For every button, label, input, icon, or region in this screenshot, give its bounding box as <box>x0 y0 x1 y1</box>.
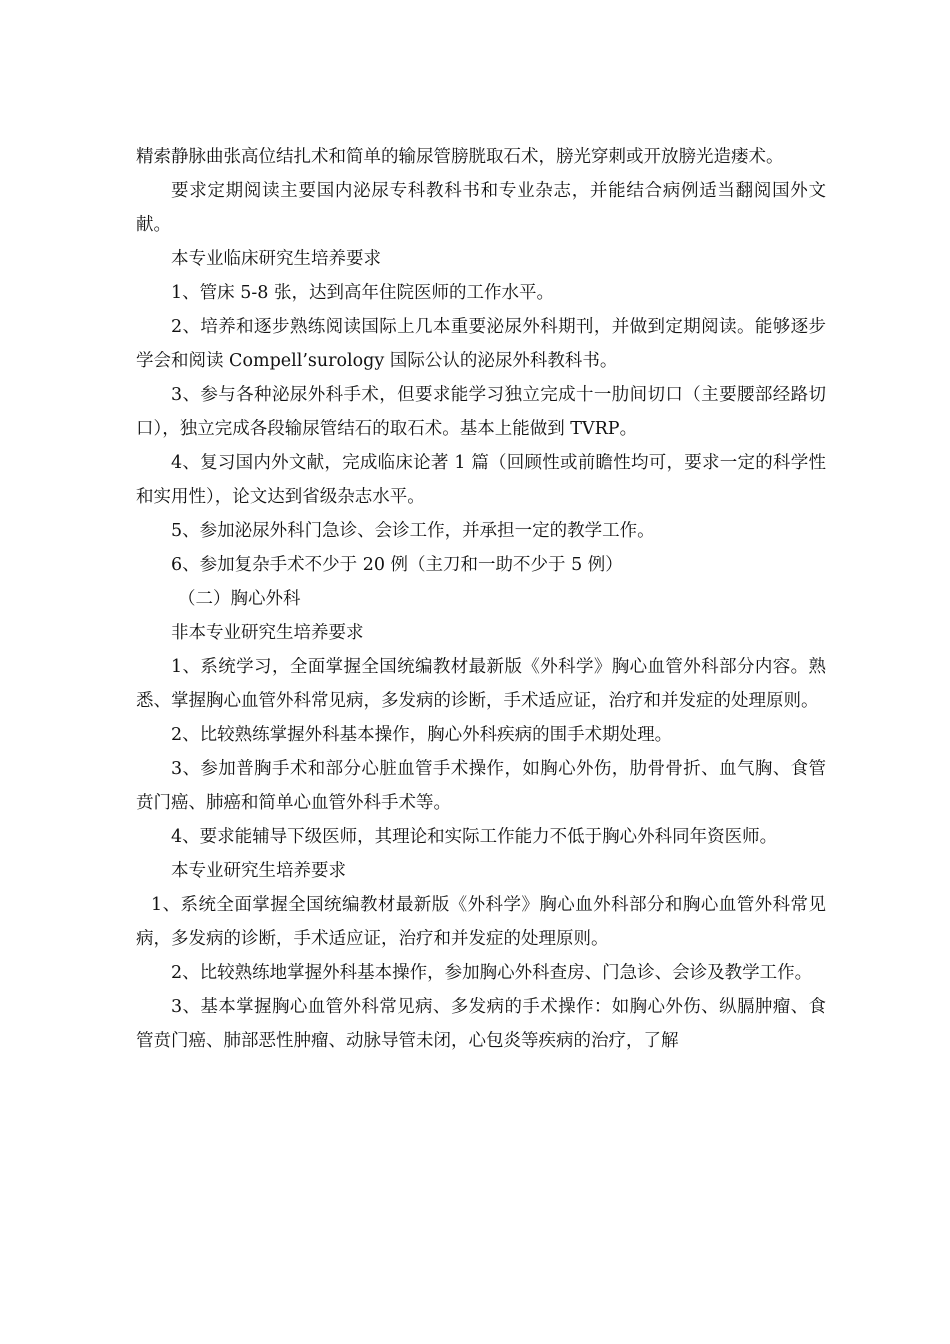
list-item: 4、要求能辅导下级医师，其理论和实际工作能力不低于胸心外科同年资医师。 <box>171 827 778 847</box>
list-item: 3、基本掌握胸心血管外科常见病、多发病的手术操作：如胸心外伤、纵膈肿瘤、食管贲门癌、肺部恶性肿瘤、动脉导管未闭，心包炎等疾病的治疗，了解 <box>136 997 826 1051</box>
list-item: 2、比较熟练掌握外科基本操作，胸心外科疾病的围手术期处理。 <box>171 725 673 745</box>
section-subheading: 非本专业研究生培养要求 <box>171 623 364 643</box>
list-item: 4、复习国内外文献，完成临床论著 1 篇（回顾性或前瞻性均可，要求一定的科学性和实用性），论文达到省级杂志水平。 <box>136 453 826 507</box>
list-item: 2、培养和逐步熟练阅读国际上几本重要泌尿外科期刊，并做到定期阅读。能够逐步学会和阅读 Compell’surology 国际公认的泌尿外科教科书。 <box>136 317 826 371</box>
list-item: 1、管床 5-8 张，达到高年住院医师的工作水平。 <box>171 283 554 303</box>
list-item: 6、参加复杂手术不少于 20 例（主刀和一助不少于 5 例） <box>171 555 623 575</box>
list-item: 1、系统学习，全面掌握全国统编教材最新版《外科学》胸心血管外科部分内容。熟悉、掌握胸心血管外科常见病，多发病的诊断，手术适应证，治疗和并发症的处理原则。 <box>136 657 826 711</box>
list-item: 3、参加普胸手术和部分心脏血管手术操作，如胸心外伤，肋骨骨折、血气胸、食管贲门癌、肺癌和简单心血管外科手术等。 <box>136 759 826 813</box>
list-item: 3、参与各种泌尿外科手术，但要求能学习独立完成十一肋间切口（主要腰部经路切口），独立完成各段输尿管结石的取石术。基本上能做到 TVRP。 <box>136 385 826 439</box>
list-item: 2、比较熟练地掌握外科基本操作，参加胸心外科查房、门急诊、会诊及教学工作。 <box>171 963 813 983</box>
list-item: 5、参加泌尿外科门急诊、会诊工作，并承担一定的教学工作。 <box>171 521 655 541</box>
section-heading: （二）胸心外科 <box>178 589 301 609</box>
section-subheading: 本专业临床研究生培养要求 <box>171 249 381 269</box>
paragraph-reading-requirement: 要求定期阅读主要国内泌尿专科教科书和专业杂志，并能结合病例适当翻阅国外文献。 <box>136 181 826 235</box>
document-body <box>136 140 826 1058</box>
section-subheading: 本专业研究生培养要求 <box>171 861 346 881</box>
paragraph-continuation: 精索静脉曲张高位结扎术和简单的输尿管膀胱取石术，膀光穿刺或开放膀光造瘘术。 <box>136 147 784 167</box>
list-item: 1、系统全面掌握全国统编教材最新版《外科学》胸心血外科部分和胸心血管外科常见病，多发病的诊断，手术适应证，治疗和并发症的处理原则。 <box>136 895 826 949</box>
